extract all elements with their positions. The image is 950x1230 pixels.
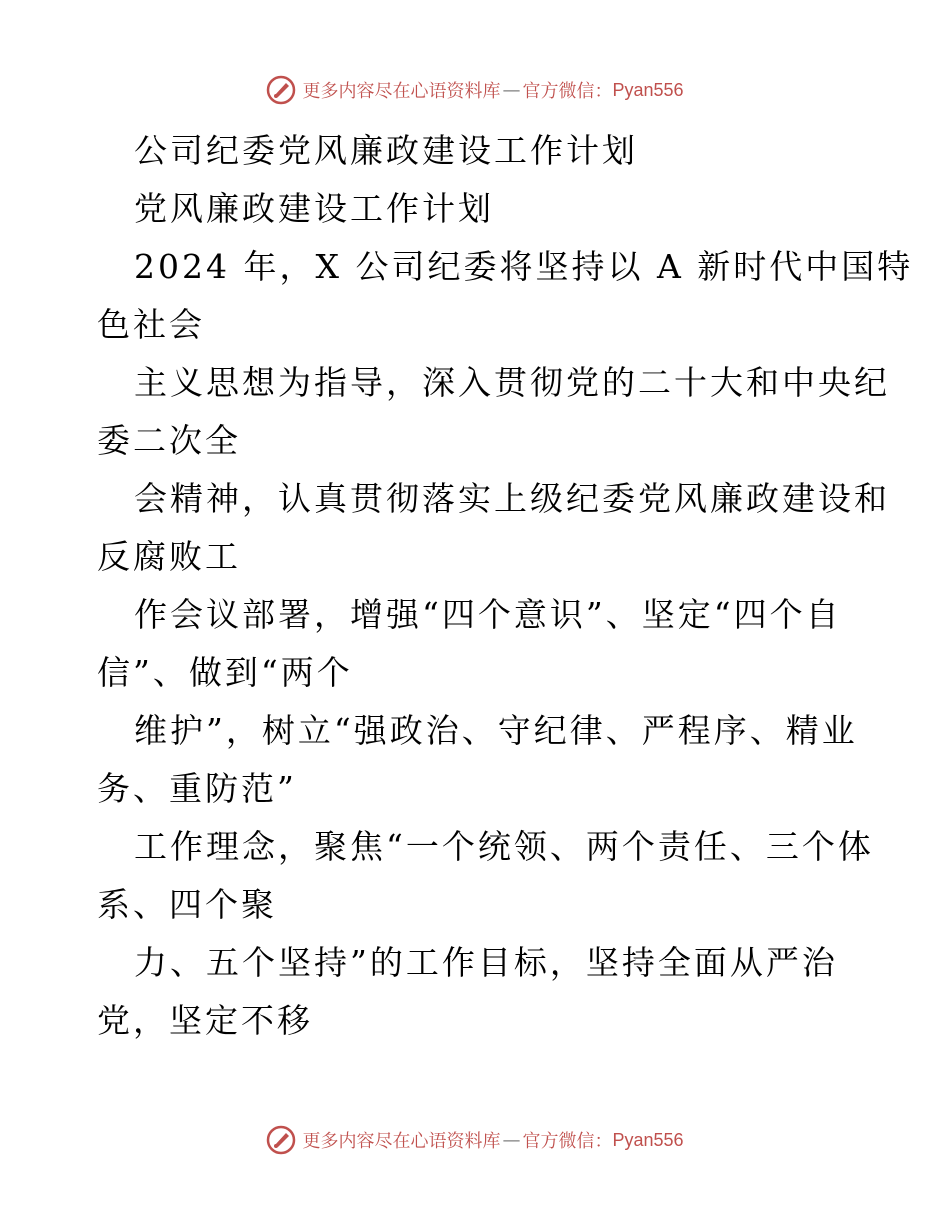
document-subtitle: 党风廉政建设工作计划 [134, 189, 494, 228]
paragraph-line: 会精神，认真贯彻落实上级纪委党风廉政建设和 [134, 479, 890, 518]
paragraph-line: 维护”，树立“强政治、守纪律、严程序、精业 [134, 711, 858, 750]
paragraph-line: 作会议部署，增强“四个意识”、坚定“四个自 [134, 595, 842, 634]
document-body [97, 122, 914, 1050]
watermark-contact-label: 官方微信： [522, 81, 613, 102]
paragraph-line: 委二次全 [97, 421, 241, 460]
watermark-contact-id: Pyan556 [612, 1129, 684, 1150]
watermark-separator: — [502, 79, 521, 101]
paragraph-line: 色社会 [97, 305, 205, 344]
footer-watermark [0, 1122, 950, 1158]
watermark-contact-id: Pyan556 [612, 79, 684, 100]
watermark-separator: — [502, 1129, 521, 1151]
paragraph-line: 主义思想为指导，深入贯彻党的二十大和中央纪 [134, 363, 890, 402]
paragraph-line: 务、重防范” [97, 769, 297, 808]
paragraph-line: 信”、做到“两个 [97, 653, 353, 692]
paragraph-line: 党，坚定不移 [97, 1001, 313, 1040]
paragraph-line: 反腐败工 [97, 537, 241, 576]
paragraph-line: 力、五个坚持”的工作目标，坚持全面从严治 [134, 943, 838, 982]
seal-logo-icon [266, 1125, 296, 1155]
watermark-brand-text: 更多内容尽在心语资料库 [302, 81, 501, 102]
header-watermark [0, 72, 950, 108]
paragraph-line: 系、四个聚 [97, 885, 277, 924]
watermark-contact-label: 官方微信： [522, 1131, 613, 1152]
document-title: 公司纪委党风廉政建设工作计划 [134, 131, 638, 170]
paragraph-line: 工作理念，聚焦“一个统领、两个责任、三个体 [134, 827, 874, 866]
watermark-brand-text: 更多内容尽在心语资料库 [302, 1131, 501, 1152]
paragraph-line: 2024 年，X 公司纪委将坚持以 A 新时代中国特 [134, 247, 914, 286]
seal-logo-icon [266, 75, 296, 105]
